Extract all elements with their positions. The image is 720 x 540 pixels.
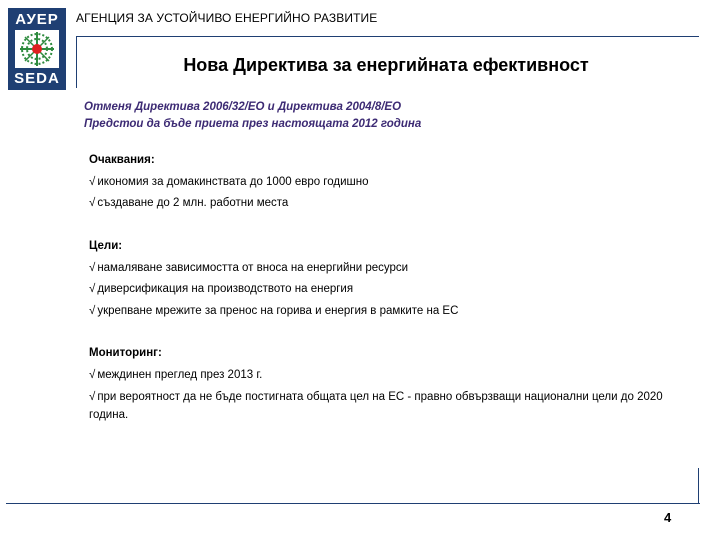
list-item-text: при вероятност да не бъде постигната общата цел на ЕС - правно обвързващи национални цели до 2020 година. — [89, 391, 663, 421]
check-icon: √ — [89, 175, 96, 188]
slide-title: Нова Директива за енергийната ефективност — [183, 55, 589, 75]
list-item — [89, 279, 689, 301]
check-icon: √ — [89, 368, 96, 381]
list-item — [89, 258, 689, 280]
check-icon: √ — [89, 197, 96, 209]
list-item-text: икономия за домакинствата до 1000 евро годишно — [97, 175, 369, 188]
logo-text-top: АУЕР — [15, 11, 59, 28]
section-goals — [89, 236, 689, 322]
intro-block — [84, 99, 421, 133]
check-icon: √ — [89, 391, 96, 403]
list-item — [89, 301, 689, 323]
footer-divider — [6, 503, 700, 504]
list-item — [89, 193, 689, 215]
section-heading: Очаквания: — [89, 154, 155, 166]
section-heading: Цели: — [89, 240, 123, 252]
footer-vertical-divider — [698, 468, 699, 504]
check-icon: √ — [89, 261, 96, 274]
agency-title: АГЕНЦИЯ ЗА УСТОЙЧИВО ЕНЕРГИЙНО РАЗВИТИЕ — [76, 11, 378, 25]
list-item-text: укрепване мрежите за пренос на горива и енергия в рамките на ЕС — [97, 304, 459, 317]
section-expectations — [89, 150, 689, 215]
intro-line-2: Предстои да бъде приета през настоящата 2012 година — [84, 118, 422, 130]
intro-line-1: Отменя Директива 2006/32/ЕО и Директива 2004/8/ЕО — [84, 101, 402, 113]
list-item — [89, 388, 669, 424]
logo-text-bottom: SEDA — [14, 70, 60, 87]
check-icon: √ — [89, 283, 96, 295]
list-item — [89, 172, 689, 194]
section-monitoring — [89, 343, 689, 424]
list-item-text: намаляване зависимостта от вноса на енергийни ресурси — [97, 261, 409, 274]
seda-logo — [8, 8, 66, 90]
page-number: 4 — [664, 510, 672, 525]
header-divider — [76, 36, 699, 37]
list-item-text: диверсификация на производството на енергия — [97, 283, 354, 295]
list-item-text: създаване до 2 млн. работни места — [97, 197, 289, 209]
list-item-text: междинен преглед през 2013 г. — [97, 368, 263, 381]
list-item — [89, 365, 689, 387]
check-icon: √ — [89, 304, 96, 317]
section-heading: Мониторинг: — [89, 347, 162, 359]
